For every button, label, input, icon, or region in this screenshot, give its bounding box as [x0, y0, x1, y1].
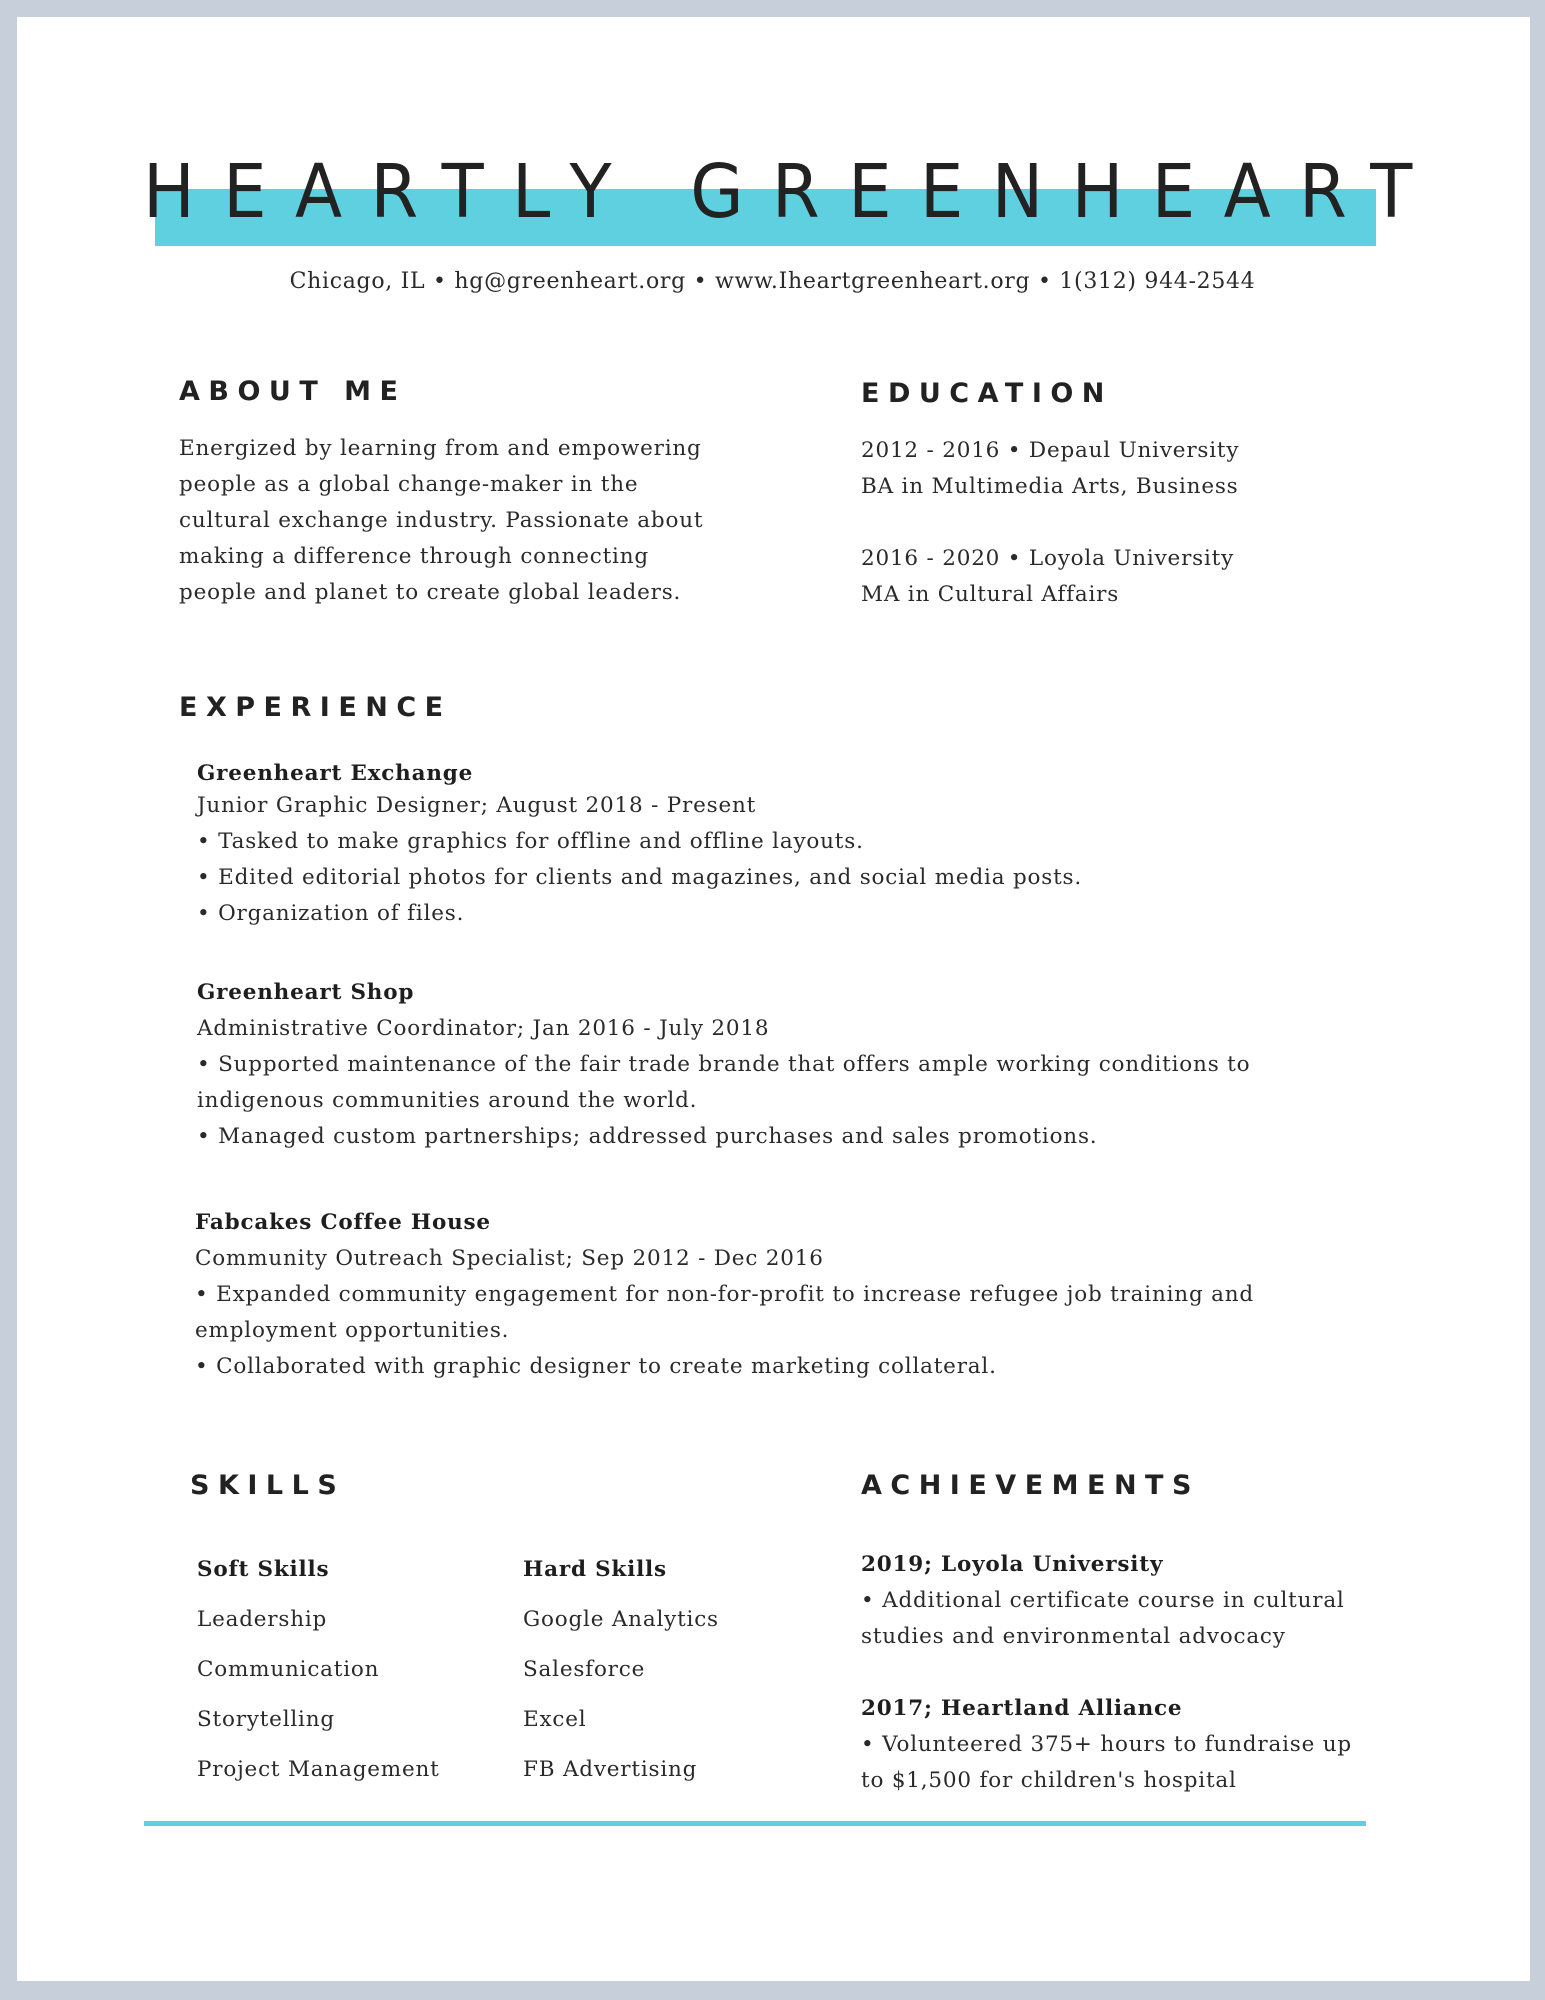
job-entry: [197, 759, 1082, 932]
skills-heading: SKILLS: [190, 1470, 346, 1501]
achievements-list: [861, 1547, 1352, 1799]
job-bullet: • Expanded community engagement for non-for-profit to increase refugee job training and: [195, 1282, 1254, 1307]
achievement-line: • Volunteered 375+ hours to fundraise up: [861, 1732, 1352, 1757]
about-heading: ABOUT ME: [179, 376, 407, 407]
job-company: Fabcakes Coffee House: [195, 1210, 491, 1235]
education-entry-dates: 2016 - 2020 • Loyola University: [861, 546, 1235, 571]
education-entry-degree: MA in Cultural Affairs: [861, 582, 1120, 607]
about-text: [179, 431, 703, 611]
achievement-line: studies and environmental advocacy: [861, 1624, 1286, 1649]
skill-item: Leadership: [197, 1607, 328, 1632]
page-title: HEARTLY GREENHEART: [143, 149, 1441, 235]
bottom-divider: [144, 1821, 1366, 1826]
about-line: cultural exchange industry. Passionate about: [179, 508, 704, 533]
skill-item: Communication: [197, 1657, 380, 1682]
job-bullet: employment opportunities.: [195, 1318, 510, 1343]
about-line: people and planet to create global leaders.: [179, 580, 682, 605]
job-bullet: • Supported maintenance of the fair trade brande that offers ample working conditions to: [197, 1052, 1251, 1077]
education-entry-dates: 2012 - 2016 • Depaul University: [861, 438, 1240, 463]
education-entry-degree: BA in Multimedia Arts, Business: [861, 474, 1239, 499]
about-line: making a difference through connecting: [179, 544, 649, 569]
achievement-line: • Additional certificate course in cultural: [861, 1588, 1345, 1613]
skill-item: Excel: [523, 1707, 587, 1732]
education-list: [861, 433, 1239, 613]
achievement-title: 2017; Heartland Alliance: [861, 1696, 1183, 1721]
skill-item: Storytelling: [197, 1707, 335, 1732]
skill-item: FB Advertising: [523, 1757, 698, 1782]
skill-item: Project Management: [197, 1757, 440, 1782]
job-bullet: • Edited editorial photos for clients and magazines, and social media posts.: [197, 865, 1082, 890]
about-line: Energized by learning from and empowering: [179, 436, 702, 461]
job-entry: [195, 1205, 1254, 1385]
job-bullet: indigenous communities around the world.: [197, 1088, 698, 1113]
job-bullet: • Collaborated with graphic designer to create marketing collateral.: [195, 1354, 997, 1379]
job-company: Greenheart Exchange: [197, 761, 474, 786]
job-role: Junior Graphic Designer; August 2018 - Present: [197, 793, 757, 818]
achievement-line: to $1,500 for children's hospital: [861, 1768, 1237, 1793]
job-bullet: • Organization of files.: [197, 901, 465, 926]
skill-item: Salesforce: [523, 1657, 646, 1682]
hard-skills-title: Hard Skills: [523, 1557, 667, 1582]
contact-info: Chicago, IL • hg@greenheart.org • www.Iheartgreenheart.org • 1(312) 944-2544: [289, 269, 1256, 294]
achievement-title: 2019; Loyola University: [861, 1552, 1164, 1577]
job-bullet: • Managed custom partnerships; addressed purchases and sales promotions.: [197, 1124, 1098, 1149]
job-company: Greenheart Shop: [197, 980, 415, 1005]
experience-heading: EXPERIENCE: [179, 692, 452, 723]
job-entry: [197, 975, 1250, 1155]
skill-item: Google Analytics: [523, 1607, 719, 1632]
education-heading: EDUCATION: [861, 378, 1113, 409]
soft-skills-title: Soft Skills: [197, 1557, 330, 1582]
job-role: Administrative Coordinator; Jan 2016 - July 2018: [197, 1016, 770, 1041]
hard-skills-list: [523, 1545, 719, 1795]
soft-skills-list: [197, 1545, 440, 1795]
job-bullet: • Tasked to make graphics for offline and offline layouts.: [197, 829, 864, 854]
about-line: people as a global change-maker in the: [179, 472, 639, 497]
achievements-heading: ACHIEVEMENTS: [861, 1470, 1200, 1501]
job-role: Community Outreach Specialist; Sep 2012 - Dec 2016: [195, 1246, 824, 1271]
